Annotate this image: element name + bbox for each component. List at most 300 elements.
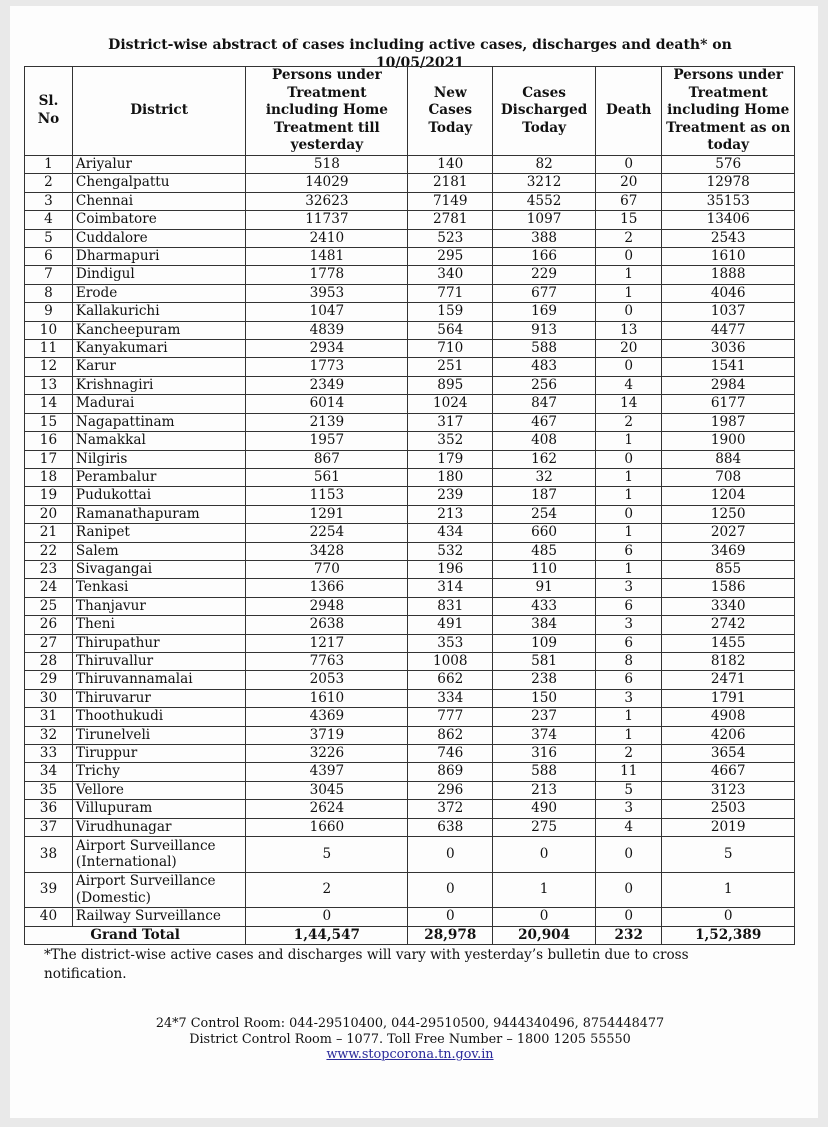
table-row	[25, 284, 795, 302]
header-new-cases: New Cases Today	[408, 67, 493, 156]
district-cell: Railway Surveillance	[72, 908, 245, 926]
table-row	[25, 763, 795, 781]
sl-no-cell: 3	[25, 192, 73, 210]
district-cell: Thanjavur	[72, 597, 245, 615]
discharged-cell: 433	[493, 597, 596, 615]
header-discharged: Cases Discharged Today	[493, 67, 596, 156]
sl-no-cell: 10	[25, 321, 73, 339]
death-cell: 0	[596, 303, 662, 321]
discharged-cell: 254	[493, 505, 596, 523]
total-death: 232	[596, 926, 662, 944]
new-cases-cell: 491	[408, 616, 493, 634]
yesterday-cell: 2349	[246, 376, 408, 394]
discharged-cell: 32	[493, 468, 596, 486]
discharged-cell: 275	[493, 818, 596, 836]
yesterday-cell: 1217	[246, 634, 408, 652]
district-cell: Virudhunagar	[72, 818, 245, 836]
district-cell: Airport Surveillance (International)	[72, 837, 245, 873]
discharged-cell: 82	[493, 156, 596, 174]
death-cell: 1	[596, 266, 662, 284]
discharged-cell: 162	[493, 450, 596, 468]
discharged-cell: 110	[493, 560, 596, 578]
yesterday-cell: 2139	[246, 413, 408, 431]
today-cell: 1900	[662, 432, 795, 450]
yesterday-cell: 4397	[246, 763, 408, 781]
today-cell: 3036	[662, 340, 795, 358]
sl-no-cell: 9	[25, 303, 73, 321]
new-cases-cell: 564	[408, 321, 493, 339]
today-cell: 8182	[662, 652, 795, 670]
district-cell: Airport Surveillance (Domestic)	[72, 872, 245, 908]
death-cell: 8	[596, 652, 662, 670]
new-cases-cell: 777	[408, 708, 493, 726]
death-cell: 6	[596, 671, 662, 689]
table-row	[25, 745, 795, 763]
yesterday-cell: 3226	[246, 745, 408, 763]
yesterday-cell: 1153	[246, 487, 408, 505]
table-row	[25, 192, 795, 210]
yesterday-cell: 561	[246, 468, 408, 486]
yesterday-cell: 32623	[246, 192, 408, 210]
sl-no-cell: 4	[25, 211, 73, 229]
new-cases-cell: 895	[408, 376, 493, 394]
sl-no-cell: 31	[25, 708, 73, 726]
discharged-cell: 3212	[493, 174, 596, 192]
today-cell: 2503	[662, 800, 795, 818]
sl-no-cell: 18	[25, 468, 73, 486]
death-cell: 0	[596, 248, 662, 266]
sl-no-cell: 2	[25, 174, 73, 192]
table-row	[25, 872, 795, 908]
death-cell: 2	[596, 413, 662, 431]
today-cell: 2027	[662, 524, 795, 542]
today-cell: 1791	[662, 689, 795, 707]
yesterday-cell: 1778	[246, 266, 408, 284]
yesterday-cell: 770	[246, 560, 408, 578]
new-cases-cell: 159	[408, 303, 493, 321]
district-cell: Karur	[72, 358, 245, 376]
yesterday-cell: 3719	[246, 726, 408, 744]
discharged-cell: 213	[493, 781, 596, 799]
sl-no-cell: 20	[25, 505, 73, 523]
death-cell: 3	[596, 800, 662, 818]
today-cell: 576	[662, 156, 795, 174]
new-cases-cell: 353	[408, 634, 493, 652]
sl-no-cell: 28	[25, 652, 73, 670]
sl-no-cell: 38	[25, 837, 73, 873]
yesterday-cell: 2410	[246, 229, 408, 247]
table-row	[25, 524, 795, 542]
new-cases-cell: 1008	[408, 652, 493, 670]
district-cell: Vellore	[72, 781, 245, 799]
discharged-cell: 388	[493, 229, 596, 247]
district-cell: Ranipet	[72, 524, 245, 542]
today-cell: 884	[662, 450, 795, 468]
new-cases-cell: 196	[408, 560, 493, 578]
header-under-treatment-yesterday: Persons under Treatment including Home Treatment till yesterday	[246, 67, 408, 156]
discharged-cell: 237	[493, 708, 596, 726]
death-cell: 0	[596, 872, 662, 908]
yesterday-cell: 1610	[246, 689, 408, 707]
today-cell: 4667	[662, 763, 795, 781]
header-death: Death	[596, 67, 662, 156]
death-cell: 0	[596, 908, 662, 926]
sl-no-cell: 27	[25, 634, 73, 652]
today-cell: 4908	[662, 708, 795, 726]
control-room-line: 24*7 Control Room: 044-29510400, 044-29510500, 9444340496, 8754448477	[155, 1016, 665, 1031]
district-cell: Thoothukudi	[72, 708, 245, 726]
death-cell: 1	[596, 487, 662, 505]
table-row	[25, 358, 795, 376]
death-cell: 3	[596, 689, 662, 707]
new-cases-cell: 0	[408, 872, 493, 908]
discharged-cell: 847	[493, 395, 596, 413]
table-row	[25, 726, 795, 744]
table-row	[25, 579, 795, 597]
district-cell: Namakkal	[72, 432, 245, 450]
discharged-cell: 0	[493, 908, 596, 926]
today-cell: 35153	[662, 192, 795, 210]
death-cell: 14	[596, 395, 662, 413]
district-cell: Ariyalur	[72, 156, 245, 174]
district-cell: Kancheepuram	[72, 321, 245, 339]
death-cell: 1	[596, 560, 662, 578]
new-cases-cell: 662	[408, 671, 493, 689]
today-cell: 3123	[662, 781, 795, 799]
today-cell: 2471	[662, 671, 795, 689]
sl-no-cell: 12	[25, 358, 73, 376]
table-row	[25, 432, 795, 450]
today-cell: 1586	[662, 579, 795, 597]
discharged-cell: 1097	[493, 211, 596, 229]
table-row	[25, 800, 795, 818]
death-cell: 4	[596, 376, 662, 394]
new-cases-cell: 638	[408, 818, 493, 836]
new-cases-cell: 251	[408, 358, 493, 376]
table-row	[25, 818, 795, 836]
death-cell: 3	[596, 579, 662, 597]
grand-total-row	[25, 926, 795, 944]
sl-no-cell: 29	[25, 671, 73, 689]
death-cell: 1	[596, 432, 662, 450]
discharged-cell: 0	[493, 837, 596, 873]
district-cell: Thirupathur	[72, 634, 245, 652]
discharged-cell: 1	[493, 872, 596, 908]
death-cell: 1	[596, 708, 662, 726]
district-cell: Cuddalore	[72, 229, 245, 247]
today-cell: 3469	[662, 542, 795, 560]
district-cell: Thiruvarur	[72, 689, 245, 707]
yesterday-cell: 1291	[246, 505, 408, 523]
new-cases-cell: 862	[408, 726, 493, 744]
sl-no-cell: 32	[25, 726, 73, 744]
table-row	[25, 487, 795, 505]
district-control-line: District Control Room – 1077. Toll Free Number – 1800 1205 55550	[189, 1031, 631, 1047]
death-cell: 1	[596, 726, 662, 744]
today-cell: 4046	[662, 284, 795, 302]
discharged-cell: 467	[493, 413, 596, 431]
sl-no-cell: 15	[25, 413, 73, 431]
today-cell: 12978	[662, 174, 795, 192]
new-cases-cell: 869	[408, 763, 493, 781]
new-cases-cell: 179	[408, 450, 493, 468]
district-cell: Dharmapuri	[72, 248, 245, 266]
total-today: 1,52,389	[662, 926, 795, 944]
district-cell: Salem	[72, 542, 245, 560]
discharged-cell: 588	[493, 340, 596, 358]
discharged-cell: 581	[493, 652, 596, 670]
death-cell: 0	[596, 505, 662, 523]
death-cell: 5	[596, 781, 662, 799]
new-cases-cell: 239	[408, 487, 493, 505]
new-cases-cell: 434	[408, 524, 493, 542]
discharged-cell: 169	[493, 303, 596, 321]
table-row	[25, 468, 795, 486]
discharged-cell: 677	[493, 284, 596, 302]
death-cell: 0	[596, 450, 662, 468]
sl-no-cell: 36	[25, 800, 73, 818]
title-date: 10/05/2021	[375, 55, 465, 71]
sl-no-cell: 1	[25, 156, 73, 174]
district-cell: Pudukottai	[72, 487, 245, 505]
table-row	[25, 597, 795, 615]
table-row	[25, 450, 795, 468]
yesterday-cell: 7763	[246, 652, 408, 670]
new-cases-cell: 532	[408, 542, 493, 560]
today-cell: 5	[662, 837, 795, 873]
yesterday-cell: 2624	[246, 800, 408, 818]
sl-no-cell: 23	[25, 560, 73, 578]
table-row	[25, 505, 795, 523]
total-new: 28,978	[408, 926, 493, 944]
death-cell: 67	[596, 192, 662, 210]
new-cases-cell: 0	[408, 908, 493, 926]
yesterday-cell: 1957	[246, 432, 408, 450]
sl-no-cell: 40	[25, 908, 73, 926]
table-row	[25, 303, 795, 321]
new-cases-cell: 317	[408, 413, 493, 431]
grand-total-label: Grand Total	[25, 926, 246, 944]
table-row	[25, 413, 795, 431]
new-cases-cell: 7149	[408, 192, 493, 210]
table-row	[25, 248, 795, 266]
yesterday-cell: 1660	[246, 818, 408, 836]
discharged-cell: 490	[493, 800, 596, 818]
sl-no-cell: 19	[25, 487, 73, 505]
new-cases-cell: 340	[408, 266, 493, 284]
death-cell: 20	[596, 340, 662, 358]
sl-no-cell: 16	[25, 432, 73, 450]
sl-no-cell: 13	[25, 376, 73, 394]
table-row	[25, 266, 795, 284]
district-cell: Chengalpattu	[72, 174, 245, 192]
new-cases-cell: 352	[408, 432, 493, 450]
death-cell: 6	[596, 597, 662, 615]
sl-no-cell: 25	[25, 597, 73, 615]
yesterday-cell: 2	[246, 872, 408, 908]
yesterday-cell: 1047	[246, 303, 408, 321]
sl-no-cell: 7	[25, 266, 73, 284]
district-cell: Krishnagiri	[72, 376, 245, 394]
district-cell: Coimbatore	[72, 211, 245, 229]
yesterday-cell: 3428	[246, 542, 408, 560]
sl-no-cell: 21	[25, 524, 73, 542]
today-cell: 1204	[662, 487, 795, 505]
yesterday-cell: 867	[246, 450, 408, 468]
total-discharged: 20,904	[493, 926, 596, 944]
yesterday-cell: 518	[246, 156, 408, 174]
sl-no-cell: 34	[25, 763, 73, 781]
new-cases-cell: 296	[408, 781, 493, 799]
yesterday-cell: 2254	[246, 524, 408, 542]
yesterday-cell: 1773	[246, 358, 408, 376]
website-link[interactable]: www.stopcorona.tn.gov.in	[326, 1047, 494, 1063]
district-cell: Sivagangai	[72, 560, 245, 578]
yesterday-cell: 4839	[246, 321, 408, 339]
today-cell: 1987	[662, 413, 795, 431]
today-cell: 4206	[662, 726, 795, 744]
discharged-cell: 316	[493, 745, 596, 763]
district-cell: Ramanathapuram	[72, 505, 245, 523]
today-cell: 855	[662, 560, 795, 578]
today-cell: 0	[662, 908, 795, 926]
yesterday-cell: 1481	[246, 248, 408, 266]
death-cell: 6	[596, 634, 662, 652]
table-row	[25, 837, 795, 873]
new-cases-cell: 0	[408, 837, 493, 873]
discharged-cell: 187	[493, 487, 596, 505]
death-cell: 0	[596, 358, 662, 376]
new-cases-cell: 2181	[408, 174, 493, 192]
today-cell: 6177	[662, 395, 795, 413]
new-cases-cell: 295	[408, 248, 493, 266]
district-cell: Perambalur	[72, 468, 245, 486]
yesterday-cell: 6014	[246, 395, 408, 413]
new-cases-cell: 334	[408, 689, 493, 707]
district-cell: Kallakurichi	[72, 303, 245, 321]
district-cell: Madurai	[72, 395, 245, 413]
district-cell: Tiruppur	[72, 745, 245, 763]
district-cell: Chennai	[72, 192, 245, 210]
discharged-cell: 374	[493, 726, 596, 744]
sl-no-cell: 8	[25, 284, 73, 302]
sl-no-cell: 30	[25, 689, 73, 707]
yesterday-cell: 2053	[246, 671, 408, 689]
yesterday-cell: 14029	[246, 174, 408, 192]
new-cases-cell: 140	[408, 156, 493, 174]
table-header-row	[25, 67, 795, 156]
today-cell: 1037	[662, 303, 795, 321]
discharged-cell: 485	[493, 542, 596, 560]
sl-no-cell: 24	[25, 579, 73, 597]
today-cell: 2742	[662, 616, 795, 634]
district-cell: Nagapattinam	[72, 413, 245, 431]
table-row	[25, 652, 795, 670]
today-cell: 1455	[662, 634, 795, 652]
death-cell: 11	[596, 763, 662, 781]
yesterday-cell: 0	[246, 908, 408, 926]
sl-no-cell: 22	[25, 542, 73, 560]
district-cell: Trichy	[72, 763, 245, 781]
today-cell: 1	[662, 872, 795, 908]
discharged-cell: 483	[493, 358, 596, 376]
discharged-cell: 588	[493, 763, 596, 781]
today-cell: 4477	[662, 321, 795, 339]
yesterday-cell: 2934	[246, 340, 408, 358]
death-cell: 1	[596, 284, 662, 302]
death-cell: 2	[596, 229, 662, 247]
today-cell: 1888	[662, 266, 795, 284]
district-cell: Thiruvallur	[72, 652, 245, 670]
new-cases-cell: 710	[408, 340, 493, 358]
discharged-cell: 109	[493, 634, 596, 652]
sl-no-cell: 35	[25, 781, 73, 799]
new-cases-cell: 372	[408, 800, 493, 818]
death-cell: 13	[596, 321, 662, 339]
table-row	[25, 229, 795, 247]
discharged-cell: 150	[493, 689, 596, 707]
today-cell: 3340	[662, 597, 795, 615]
district-cell: Thiruvannamalai	[72, 671, 245, 689]
yesterday-cell: 2948	[246, 597, 408, 615]
district-cell: Nilgiris	[72, 450, 245, 468]
sl-no-cell: 17	[25, 450, 73, 468]
discharged-cell: 4552	[493, 192, 596, 210]
sl-no-cell: 5	[25, 229, 73, 247]
table-row	[25, 689, 795, 707]
district-cell: Tenkasi	[72, 579, 245, 597]
new-cases-cell: 180	[408, 468, 493, 486]
district-cases-table	[24, 66, 795, 945]
death-cell: 15	[596, 211, 662, 229]
header-under-treatment-today: Persons under Treatment including Home Treatment as on today	[662, 67, 795, 156]
table-row	[25, 616, 795, 634]
new-cases-cell: 523	[408, 229, 493, 247]
yesterday-cell: 4369	[246, 708, 408, 726]
yesterday-cell: 11737	[246, 211, 408, 229]
new-cases-cell: 314	[408, 579, 493, 597]
death-cell: 0	[596, 837, 662, 873]
new-cases-cell: 1024	[408, 395, 493, 413]
yesterday-cell: 1366	[246, 579, 408, 597]
table-row	[25, 708, 795, 726]
death-cell: 3	[596, 616, 662, 634]
table-row	[25, 634, 795, 652]
yesterday-cell: 3953	[246, 284, 408, 302]
table-row	[25, 542, 795, 560]
table-row	[25, 321, 795, 339]
today-cell: 2019	[662, 818, 795, 836]
discharged-cell: 384	[493, 616, 596, 634]
footnote: *The district-wise active cases and discharges will vary with yesterday’s bulletin due to cross notification.	[44, 947, 689, 982]
table-row	[25, 671, 795, 689]
death-cell: 20	[596, 174, 662, 192]
death-cell: 6	[596, 542, 662, 560]
table-row	[25, 174, 795, 192]
new-cases-cell: 771	[408, 284, 493, 302]
sl-no-cell: 39	[25, 872, 73, 908]
sl-no-cell: 14	[25, 395, 73, 413]
today-cell: 708	[662, 468, 795, 486]
yesterday-cell: 2638	[246, 616, 408, 634]
table-row	[25, 781, 795, 799]
district-cell: Villupuram	[72, 800, 245, 818]
contact-block	[130, 1016, 690, 1063]
header-sl-no: Sl. No	[25, 67, 73, 156]
today-cell: 2543	[662, 229, 795, 247]
table-row	[25, 340, 795, 358]
death-cell: 1	[596, 524, 662, 542]
